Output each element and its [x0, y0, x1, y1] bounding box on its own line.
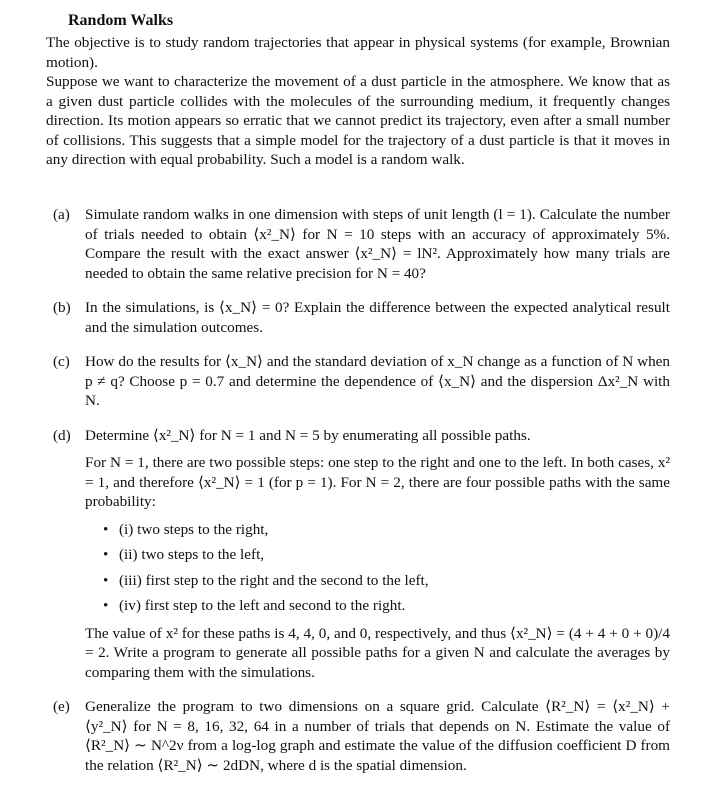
item-text: Generalize the program to two dimensions on a square grid. Calculate ⟨R²_N⟩ = ⟨x²_N⟩ + ⟨y²_N⟩ for N = 8, 16, 32, 64 in a number of trials that depends on N. Estimate the value of ⟨R²_N⟩ ∼ N^2ν from a log-log graph and estimate the value of the diffusion coefficient D from the relation ⟨R²_N⟩ ∼ 2dDN, where d is the spatial dimension. — [85, 698, 670, 774]
item-text: How do the results for ⟨x_N⟩ and the standard deviation of x_N change as a function of N when p ≠ q? Choose p = 0.7 and determine the dependence of ⟨x_N⟩ and the dispersion Δx²_N with N. — [85, 353, 670, 409]
page-title: Random Walks — [68, 12, 174, 29]
item-text: In the simulations, is ⟨x_N⟩ = 0? Explain the difference between the expected analytical result and the simulation outcomes. — [85, 299, 670, 336]
exercise-item-d — [50, 426, 670, 683]
list-item: • (iii) first step to the right and the second to the left, — [85, 571, 670, 591]
exercise-list — [50, 205, 670, 790]
list-item: • (i) two steps to the right, — [85, 520, 670, 540]
item-text-2: For N = 1, there are two possible steps: one step to the right and one to the left. In both cases, x² = 1, and therefore ⟨x²_N⟩ = 1 (for p = 1). For N = 2, there are four possible paths with the same probability: — [85, 454, 670, 510]
item-label: (d) — [53, 426, 71, 444]
exercise-item-a — [50, 205, 670, 283]
item-label: (b) — [53, 299, 71, 316]
item-text-3: The value of x² for these paths is 4, 4, 0, and 0, respectively, and thus ⟨x²_N⟩ = (4 + 4 + 0 + 0)/4 = 2. Write a program to generate all possible paths for a given N and calculate the averages by comparing them with the simulations. — [85, 624, 670, 681]
intro-paragraph-2: Suppose we want to characterize the movement of a dust particle in the atmosphere. We know that as a given dust particle collides with the molecules of the surrounding medium, it frequently changes direction. Its motion appears so erratic that we cannot predict its trajectory, even after a small number of collisions. This suggests that a simple model for the trajectory of a dust particle is that it moves in any direction with equal probability. Such a model is a random walk. — [46, 73, 670, 168]
item-text: Determine ⟨x²_N⟩ for N = 1 and N = 5 by enumerating all possible paths. — [85, 426, 531, 444]
intro-section — [46, 33, 670, 170]
path-list — [85, 520, 670, 616]
item-label: (a) — [53, 206, 70, 223]
exercise-item-b — [50, 298, 670, 337]
exercise-item-e — [50, 697, 670, 775]
item-text: Simulate random walks in one dimension with steps of unit length (l = 1). Calculate the number of trials needed to obtain ⟨x²_N⟩ for N = 10 steps with an accuracy of approximately 5%. Compare the result with the exact answer ⟨x²_N⟩ = lN². Approximately how many trials are needed to obtain the same relative precision for N = 40? — [85, 206, 670, 282]
item-label: (e) — [53, 698, 70, 715]
intro-paragraph-1: The objective is to study random trajectories that appear in physical systems (for example, Brownian motion). — [46, 34, 670, 71]
list-item: • (ii) two steps to the left, — [85, 545, 670, 565]
exercise-item-c — [50, 352, 670, 411]
list-item: • (iv) first step to the left and second to the right. — [85, 596, 670, 616]
item-label: (c) — [53, 353, 70, 370]
